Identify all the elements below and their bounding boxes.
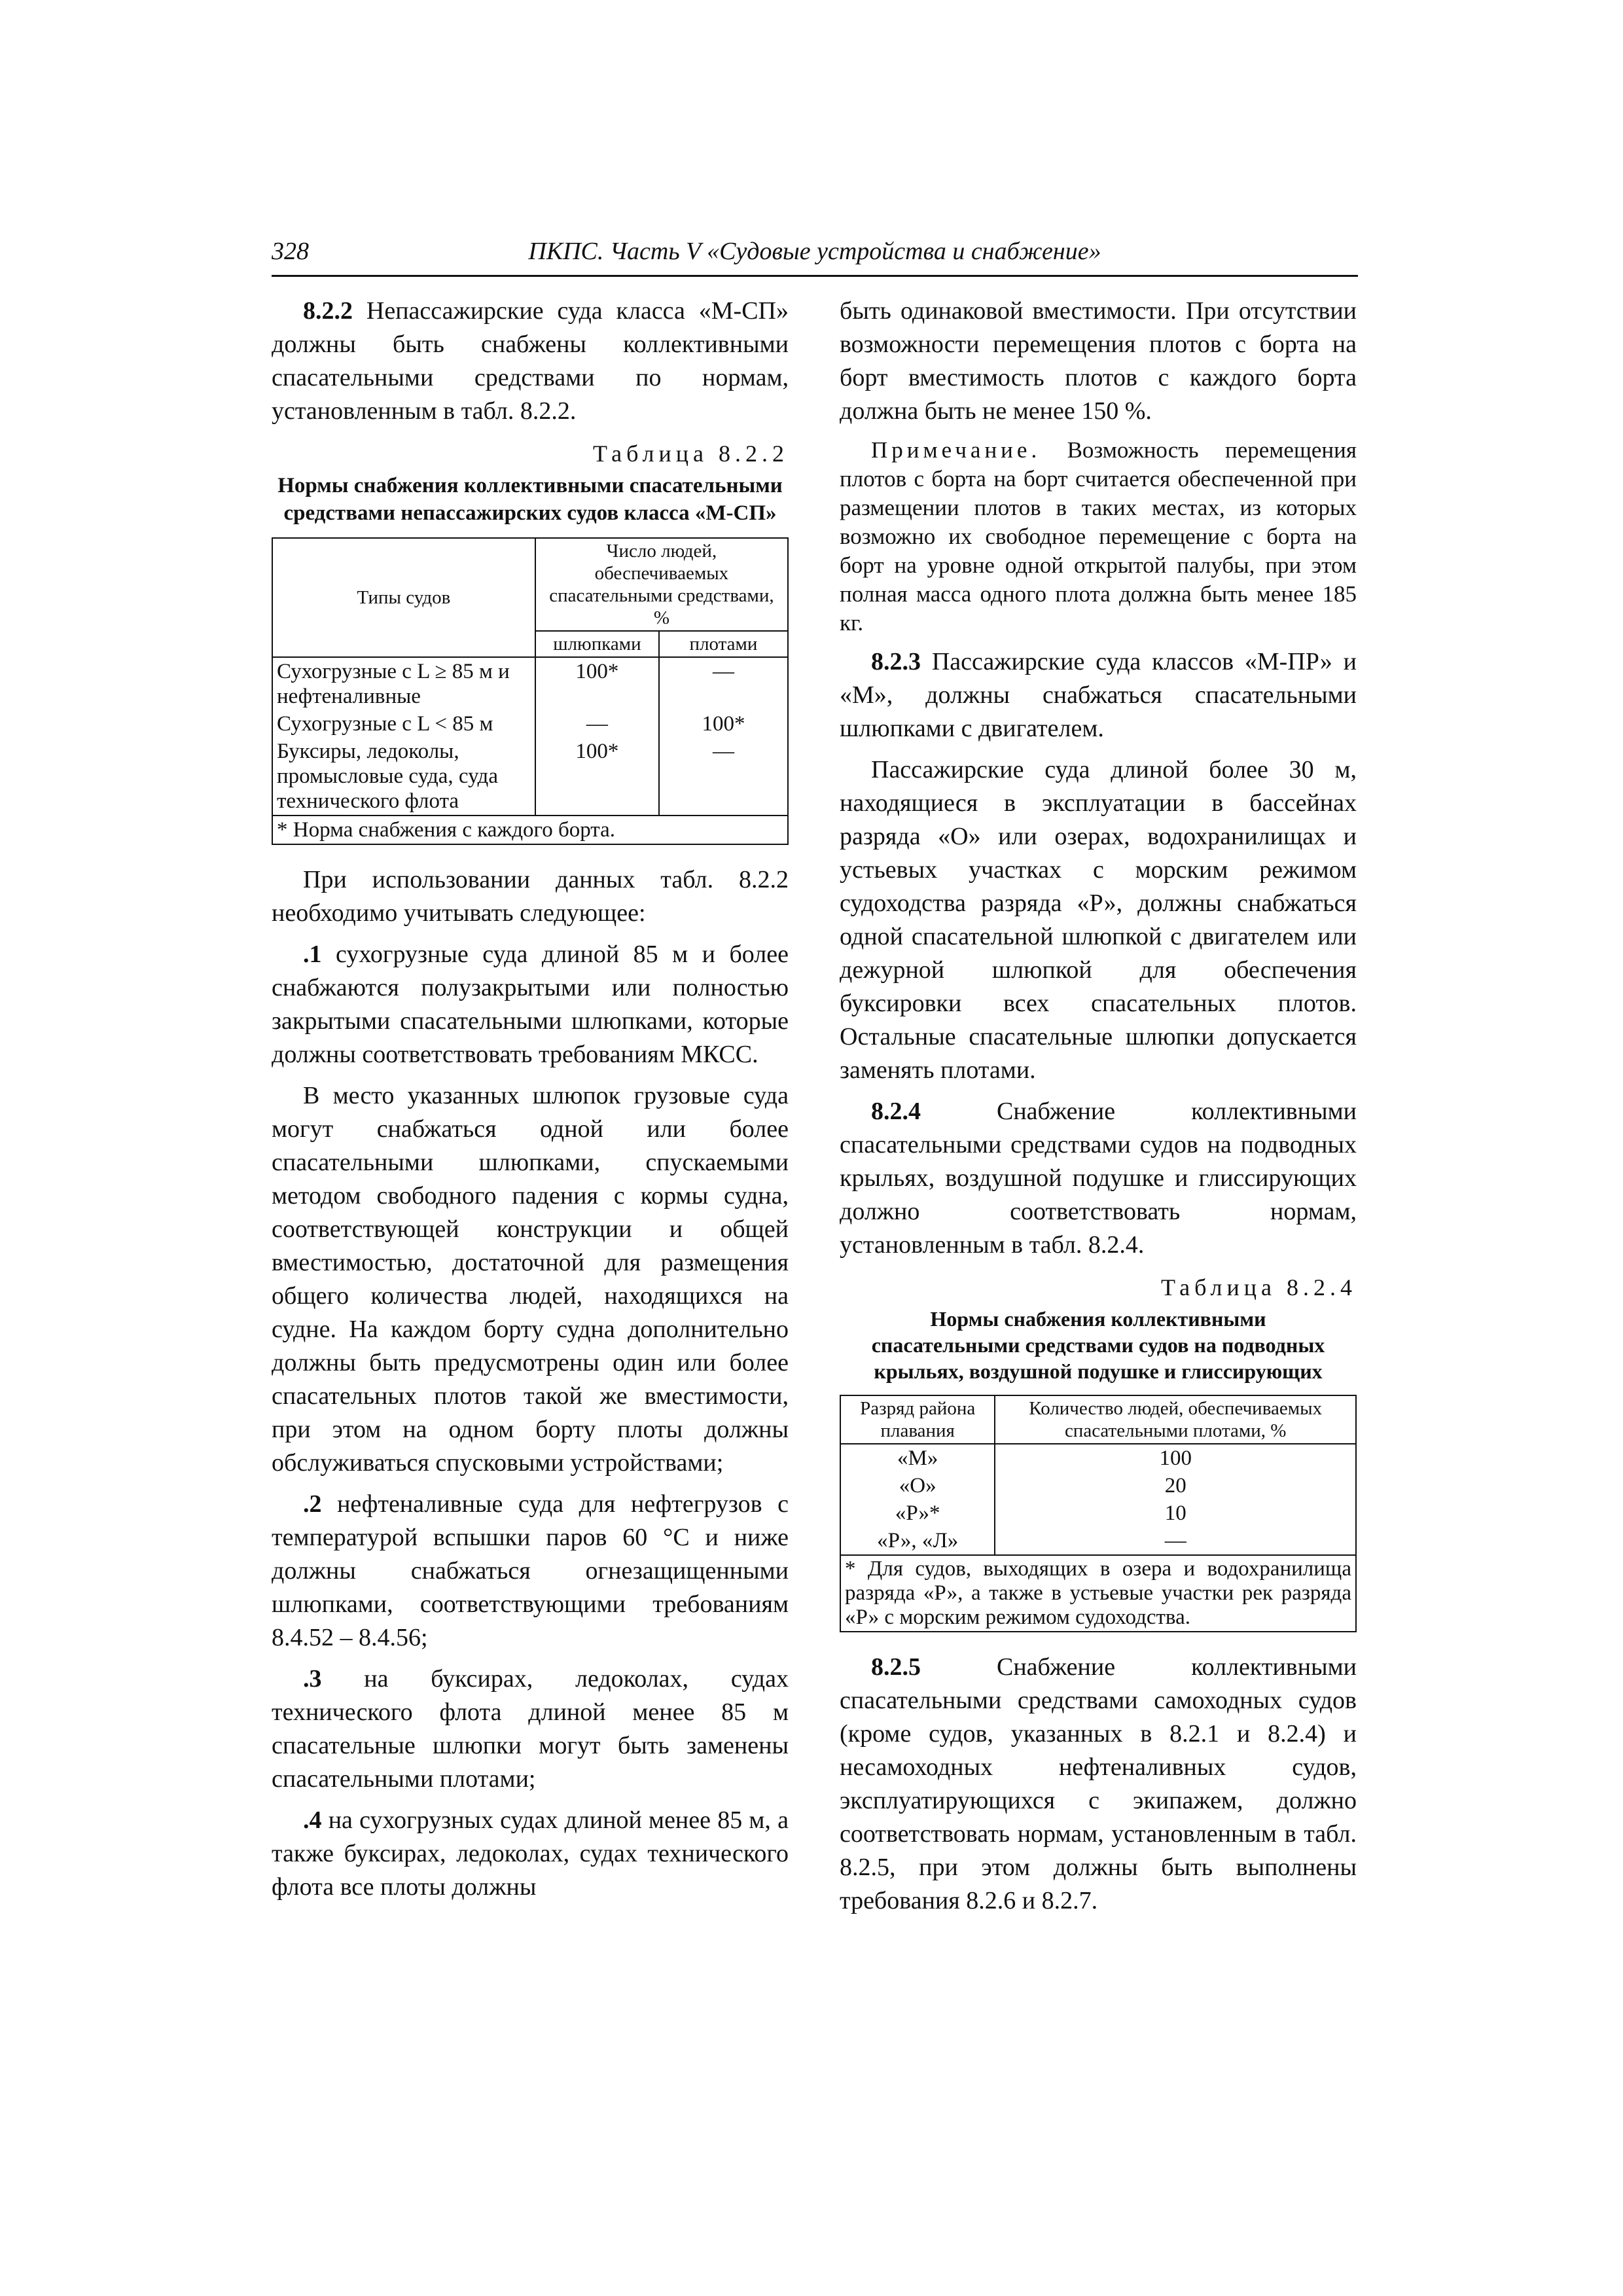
running-title: ПКПС. Часть V «Судовые устройства и снабжение» [528, 238, 1101, 265]
clause-text: Пассажирские суда классов «М-ПР» и «М», должны снабжаться спасательными шлюпками с двигателем. [840, 648, 1357, 742]
note-text: Возможность перемещения плотов с борта на борт считается обеспеченной при размещении плотов в таких местах, из которых возможно их свободное перемещение с борта на борт на уровне одной открытой палубы, при этом полная масса одного плота должна быть менее 185 кг. [840, 437, 1357, 636]
item-text: нефтеналивные суда для нефтегрузов с температурой вспышки паров 60 °С и ниже должны снабжаться огнезащищенными шлюпками, соответствующими требованиям 8.4.52 – 8.4.56; [272, 1490, 789, 1651]
clause-text: Снабжение коллективными спасательными средствами судов на подводных крыльях, воздушной подушке и глиссирующих должно соответствовать нормам, установленным в табл. 8.2.4. [840, 1098, 1357, 1259]
ship-type-cell: Буксиры, ледоколы, промысловые суда, суда технического флота [272, 738, 535, 816]
header-boats: шлюпками [535, 631, 659, 657]
table-row [840, 1444, 1356, 1472]
page-number: 328 [272, 238, 309, 265]
value-cell: 20 [995, 1472, 1356, 1499]
item-1-continuation: В место указанных шлюпок грузовые суда могут снабжаться одной или более спасательными шлюпками, спускаемыми методом свободного падения с кормы судна, соответствующей конструкции и общей вместимостью, достаточной для размещения общего количества людей, находящихся на судне. На каждом борту судна дополнительно должны быть предусмотрены один или более спасательных плотов такой же вместимости, при этом на одном борту плоты должны обслуживаться спусковыми устройствами; [272, 1082, 789, 1477]
area-cell: «М» [840, 1444, 995, 1472]
item-number: .4 [303, 1806, 322, 1834]
area-cell: «Р», «Л» [840, 1527, 995, 1555]
table-footnote: * Норма снабжения с каждого борта. [272, 816, 788, 844]
rafts-cell: — [659, 657, 788, 710]
clause-number: 8.2.4 [871, 1098, 921, 1125]
paragraph-continuation: быть одинаковой вместимости. При отсутствии возможности перемещения плотов с борта на борт вместимость плотов с каждого борта должна быть не менее 150 %. [840, 297, 1357, 425]
area-cell: «Р»* [840, 1499, 995, 1527]
paragraph-intro: При использовании данных табл. 8.2.2 необходимо учитывать следующее: [272, 866, 789, 927]
item-4 [272, 1804, 789, 1904]
note-label: Примечание. [871, 437, 1041, 463]
table-footnote: * Для судов, выходящих в озера и водохранилища разряда «Р», а также в устьевые участки рек разряда «Р» с морским режимом судоходства. [840, 1555, 1356, 1632]
area-cell: «О» [840, 1472, 995, 1499]
clause-text: Снабжение коллективными спасательными средствами самоходных судов (кроме судов, указанных в 8.2.1 и 8.2.4) и несамоходных нефтеналивных судов, эксплуатирующихся с экипажем, должно соответствовать нормам, установленным в табл. 8.2.5, при этом должны быть выполнены требования 8.2.6 и 8.2.7. [840, 1653, 1357, 1914]
item-number: .1 [303, 941, 322, 968]
paragraph-8-2-3-continuation: Пассажирские суда длиной более 30 м, находящиеся в эксплуатации в бассейнах разряда «О» или озерах, водохранилищах и устьевых участках с морским режимом судоходства разряда «Р», должны снабжаться одной спасательной шлюпкой с двигателем или дежурной шлюпкой для обеспечения буксировки всех спасательных плотов. Остальные спасательные шлюпки допускается заменять плотами. [840, 756, 1357, 1084]
boats-cell: 100* [535, 657, 659, 710]
table-row [272, 738, 788, 816]
header-rafts: плотами [659, 631, 788, 657]
item-text: сухогрузные суда длиной 85 м и более снабжаются полузакрытыми или полностью закрытыми спасательными шлюпками, которые должны соответствовать требованиям МКСС. [272, 941, 789, 1068]
item-number: .3 [303, 1665, 322, 1693]
clause-number: 8.2.2 [303, 297, 353, 325]
item-1 [272, 938, 789, 1071]
table-row [840, 1472, 1356, 1499]
value-cell: — [995, 1527, 1356, 1555]
paragraph-8-2-5 [840, 1651, 1357, 1918]
ship-type-cell: Сухогрузные с L ≥ 85 м и нефтеналивные [272, 657, 535, 710]
table-8-2-4 [840, 1395, 1357, 1632]
header-ship-types: Типы судов [272, 538, 535, 657]
table-8-2-2-title: Нормы снабжения коллективными спасательными средствами непассажирских судов класса «М-СП» [277, 474, 783, 525]
clause-number: 8.2.5 [871, 1653, 921, 1681]
item-3 [272, 1662, 789, 1796]
running-header [272, 237, 1358, 277]
ship-type-cell: Сухогрузные с L < 85 м [272, 710, 535, 738]
table-row [272, 710, 788, 738]
note [840, 436, 1357, 637]
table-8-2-4-caption: Таблица 8.2.4 [1161, 1274, 1357, 1300]
item-number: .2 [303, 1490, 322, 1518]
header-people: Число людей, обеспечиваемых спасательными средствами, % [535, 538, 788, 631]
value-cell: 100 [995, 1444, 1356, 1472]
table-8-2-2-caption: Таблица 8.2.2 [593, 440, 789, 467]
item-text: на сухогрузных судах длиной менее 85 м, а также буксирах, ледоколах, судах технического флота все плоты должны [272, 1806, 789, 1901]
rafts-cell: 100* [659, 710, 788, 738]
paragraph-8-2-4 [840, 1095, 1357, 1262]
item-text: на буксирах, ледоколах, судах технического флота длиной менее 85 м спасательные шлюпки могут быть заменены спасательными плотами; [272, 1665, 789, 1793]
table-row [840, 1499, 1356, 1527]
table-8-2-2 [272, 537, 789, 845]
paragraph-8-2-3 [840, 645, 1357, 745]
left-column [272, 295, 789, 1912]
value-cell: 10 [995, 1499, 1356, 1527]
clause-text: Непассажирские суда класса «М-СП» должны быть снабжены коллективными спасательными средствами по нормам, установленным в табл. 8.2.2. [272, 297, 789, 425]
item-2 [272, 1488, 789, 1655]
clause-number: 8.2.3 [871, 648, 921, 675]
table-row [840, 1527, 1356, 1555]
header-people: Количество людей, обеспечиваемых спасательными плотами, % [995, 1395, 1356, 1444]
boats-cell: 100* [535, 738, 659, 816]
header-area: Разряд района плавания [840, 1395, 995, 1444]
paragraph-8-2-2 [272, 295, 789, 428]
boats-cell: — [535, 710, 659, 738]
table-8-2-4-title: Нормы снабжения коллективными спасательными средствами судов на подводных крыльях, воздушной подушке и глиссирующих [871, 1307, 1325, 1383]
rafts-cell: — [659, 738, 788, 816]
table-row [272, 657, 788, 710]
right-column [840, 295, 1357, 1926]
